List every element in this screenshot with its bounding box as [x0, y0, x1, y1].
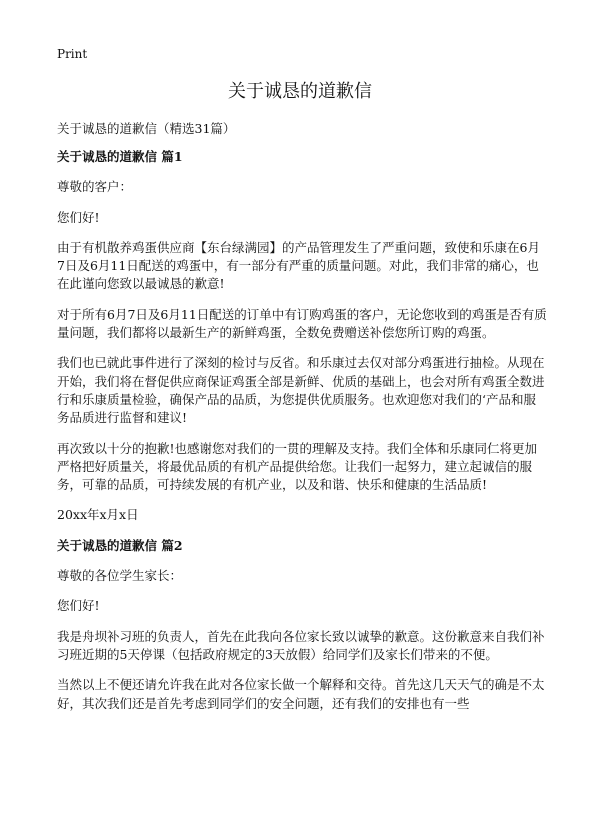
paragraph: 对于所有6月7日及6月11日配送的订单中有订购鸡蛋的客户，无论您收到的鸡蛋是否有质量问题，我们都将以最新生产的新鲜鸡蛋，全数免费赠送补偿您所订购的鸡蛋。 [57, 306, 547, 341]
document-body [57, 148, 547, 725]
salutation-1: 尊敬的客户： [57, 179, 133, 195]
greeting-2: 您们好! [57, 598, 100, 614]
paragraph: 我们也已就此事件进行了深刻的检讨与反省。和乐康过去仅对部分鸡蛋进行抽检。从现在开始，我们将在督促供应商保证鸡蛋全部是新鲜、优质的基础上，也会对所有鸡蛋全数进行和乐康质量检验，确保产品的品质，为您提供优质服务。也欢迎您对我们的‘产品和服务品质进行监督和建议! [57, 355, 545, 426]
document-subtitle: 关于诚恳的道歉信（精选31篇） [57, 121, 236, 136]
document-title: 关于诚恳的道歉信 [228, 81, 372, 102]
paragraph: 当然以上不便还请允许我在此对各位家长做一个解释和交待。首先这几天天气的确是不太好，其次我们还是首先考虑到同学们的安全问题，还有我们的安排也有一些 [57, 677, 545, 711]
paragraph: 由于有机散养鸡蛋供应商【东台绿满园】的产品管理发生了严重问题，致使和乐康在6月7日及6月11日配送的鸡蛋中，有一部分有严重的质量问题。对此，我们非常的痛心，也在此谨向您致以最诚恳的歉意! [57, 239, 540, 292]
section-heading-1: 关于诚恳的道歉信 篇1 [57, 149, 183, 164]
salutation-2: 尊敬的各位学生家长： [57, 568, 183, 584]
paragraph: 我是舟坝补习班的负责人，首先在此我向各位家长致以诚挚的歉意。这份歉意来自我们补习班近期的5天停课（包括政府规定的3天放假）给同学们及家长们带来的不便。 [57, 628, 545, 662]
print-label[interactable]: Print [57, 47, 88, 61]
paragraph: 再次致以十分的抱歉!也感谢您对我们的一贯的理解及支持。我们全体和乐康同仁将更加严格把好质量关，将最优品质的有机产品提供给您。让我们一起努力，建立起诚信的服务，可靠的品质，可持续发展的有机产业，以及和谐、快乐和健康的生活品质! [57, 440, 538, 493]
letter-date: 20xx年x月x日 [57, 507, 139, 523]
greeting-1: 您们好! [57, 209, 100, 225]
section-heading-2: 关于诚恳的道歉信 篇2 [57, 537, 183, 553]
